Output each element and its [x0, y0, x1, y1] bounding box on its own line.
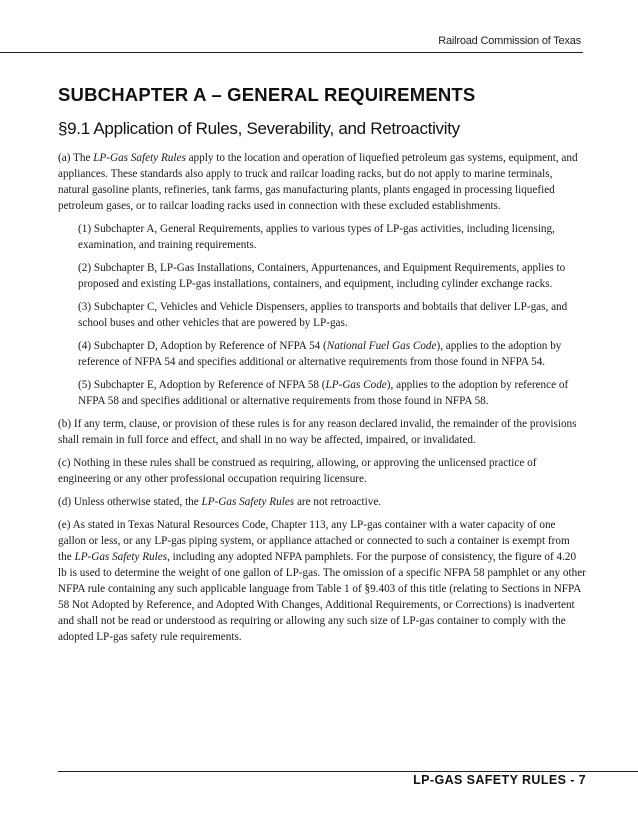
- paragraph-a2: (2) Subchapter B, LP-Gas Installations, Containers, Appurtenances, and Equipment Requirements, applies to proposed and existing LP-gas installations, containers, and equipment, including cylinder exchange racks.: [78, 262, 566, 290]
- paragraph-a4-em: National Fuel Gas Code: [326, 340, 437, 352]
- paragraph-a4: [78, 338, 586, 370]
- running-header: Railroad Commission of Texas: [438, 35, 581, 47]
- paragraph-d-pre: (d) Unless otherwise stated, the: [58, 496, 202, 508]
- paragraph-e-em: LP-Gas Safety Rules: [74, 551, 168, 563]
- paragraph-a: [58, 150, 586, 214]
- paragraph-a4-post: ), applies to the adoption by reference of NFPA 54 and specifies additional or alternative requirements from those found in NFPA 54.: [78, 340, 562, 368]
- paragraph-a-em: LP-Gas Safety Rules: [93, 152, 186, 164]
- paragraph-d-em: LP-Gas Safety Rules: [201, 496, 295, 508]
- paragraph-a4-pre: (4) Subchapter D, Adoption by Reference of NFPA 54 (: [78, 340, 327, 352]
- paragraph-a5-em: LP-Gas Code: [325, 379, 387, 391]
- paragraph-a3: (3) Subchapter C, Vehicles and Vehicle Dispensers, applies to transports and bobtails that deliver LP-gas, and school buses and other vehicles that are powered by LP-gas.: [78, 301, 568, 329]
- body-text: [58, 150, 586, 652]
- paragraph-e: [58, 517, 586, 645]
- paragraph-a5: [78, 377, 586, 409]
- paragraph-a5-pre: (5) Subchapter E, Adoption by Reference of NFPA 58 (: [78, 379, 326, 391]
- paragraph-a-post: apply to the location and operation of liquefied petroleum gas systems, equipment, and appliances. These standards also apply to truck and railcar loading racks, but do not apply to marine terminals, natural gasoline plants, refineries, tank farms, gas manufacturing plants, plants engaged in processing liquefied petroleum gases, or to railcar loading racks used in connection with these excluded establishments.: [58, 152, 578, 212]
- paragraph-c: (c) Nothing in these rules shall be construed as requiring, allowing, or approving the unlicensed practice of engineering or any other professional occupation requiring licensure.: [58, 457, 537, 485]
- paragraph-d-post: are not retroactive.: [294, 496, 382, 508]
- paragraph-d: [58, 494, 586, 510]
- paragraph-e-pre: (e) As stated in Texas Natural Resources Code, Chapter 113, any LP-gas container with a water capacity of one gallon or less, or any LP-gas piping system, or appliance attached or connected to such a container is exempt from the: [58, 519, 570, 563]
- paragraph-a-pre: (a) The: [58, 152, 94, 164]
- paragraph-a1: (1) Subchapter A, General Requirements, applies to various types of LP-gas activities, including licensing, examination, and training requirements.: [78, 223, 555, 251]
- running-footer: LP-GAS SAFETY RULES - 7: [413, 773, 586, 787]
- paragraph-a5-post: ), applies to the adoption by reference of NFPA 58 and specifies additional or alternative requirements from those found in NFPA 58.: [78, 379, 569, 407]
- section-title: §9.1 Application of Rules, Severability, and Retroactivity: [58, 119, 460, 138]
- header-rule: [0, 52, 583, 53]
- paragraph-e-post: , including any adopted NFPA pamphlets. For the purpose of consistency, the figure of 4.20 lb is used to determine the weight of one gallon of LP-gas. The omission of a specific NFPA 58 pamphlet or any other NFPA rule containing any such applicable language from Table 1 of §9.403 of this title (relating to Sections in NFPA 58 Not Adopted by Reference, and Adopted With Changes, Additional Requirements, or Corrections) is inadvertent and shall not be read or understood as requiring or allowing any such size of LP-gas container to comply with the adopted LP-gas safety rule requirements.: [58, 551, 586, 643]
- paragraph-b: (b) If any term, clause, or provision of these rules is for any reason declared invalid, the remainder of the provisions shall remain in full force and effect, and shall in no way be affected, impaired, or invalidated.: [58, 418, 577, 446]
- footer-rule: [58, 771, 638, 772]
- subchapter-title: SUBCHAPTER A – GENERAL REQUIREMENTS: [58, 84, 476, 105]
